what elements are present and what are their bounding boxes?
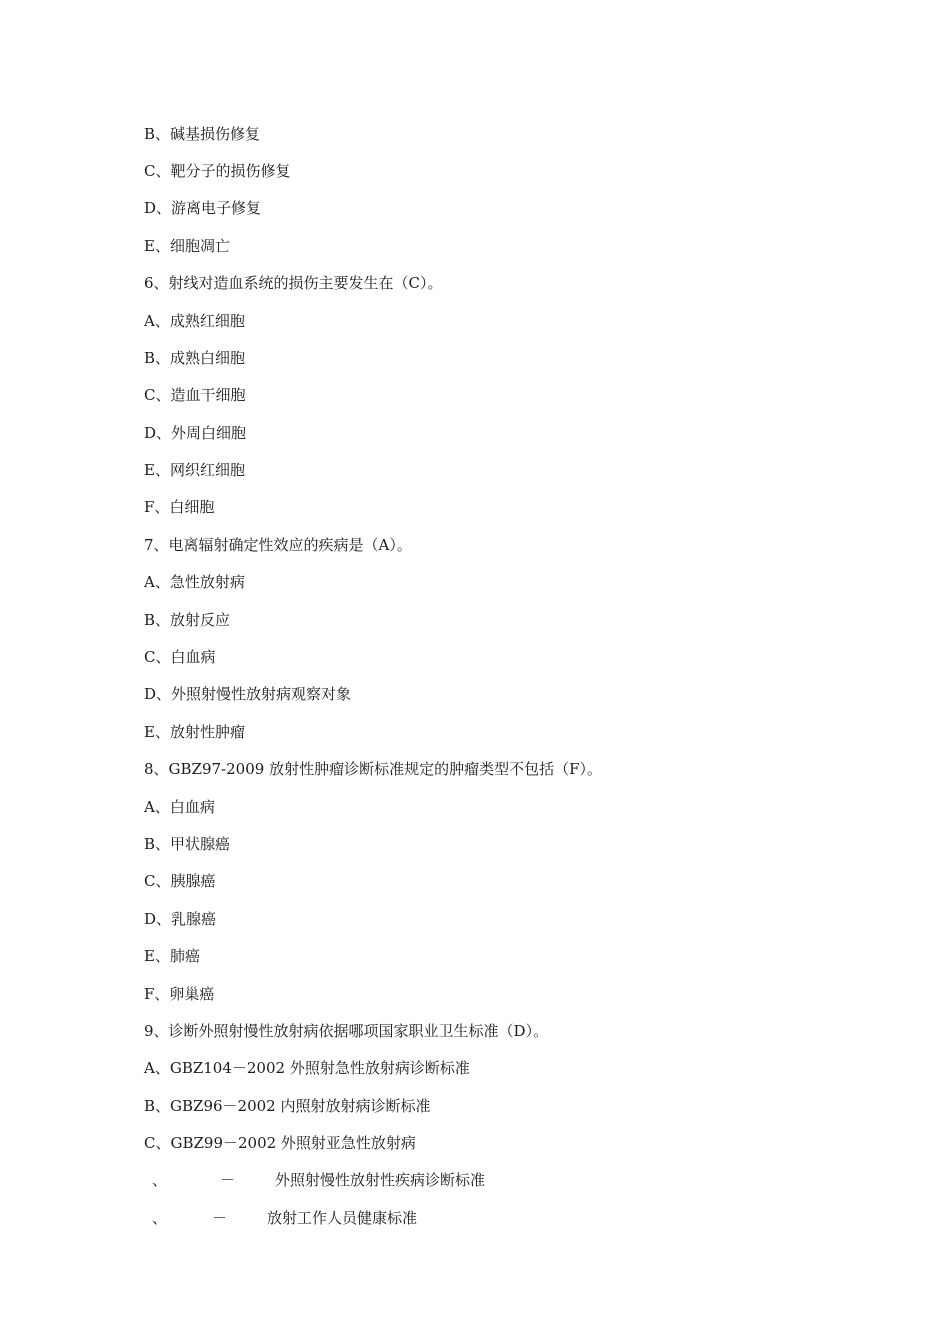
- separator-mark: 、: [152, 1171, 168, 1189]
- q8-option-a: A、白血病: [144, 798, 215, 816]
- q7-option-c: C、白血病: [144, 648, 216, 666]
- q7-option-e: E、放射性肿瘤: [144, 723, 245, 741]
- q8-option-b: B、甲状腺癌: [144, 835, 231, 853]
- option-d-free-electron-repair: D、游离电子修复: [144, 199, 262, 217]
- standard-title: 放射工作人员健康标准: [267, 1209, 418, 1227]
- option-c-target-molecule-repair: C、靶分子的损伤修复: [144, 162, 291, 180]
- q9-option-d-partial: [0, 1170, 950, 1190]
- q8-option-e: E、肺癌: [144, 947, 200, 965]
- question-9: 9、诊断外照射慢性放射病依据哪项国家职业卫生标准（D）。: [144, 1022, 549, 1040]
- option-b-base-damage-repair: B、碱基损伤修复: [144, 125, 261, 143]
- q8-option-f: F、卵巢癌: [144, 985, 215, 1003]
- q6-option-a: A、成熟红细胞: [144, 312, 245, 330]
- dash-mark: －: [220, 1171, 236, 1189]
- q6-option-b: B、成熟白细胞: [144, 349, 246, 367]
- option-e-apoptosis: E、细胞凋亡: [144, 237, 230, 255]
- question-8: 8、GBZ97-2009 放射性肿瘤诊断标准规定的肿瘤类型不包括（F）。: [144, 760, 602, 778]
- q8-option-d: D、乳腺癌: [144, 910, 217, 928]
- q6-option-f: F、白细胞: [144, 498, 215, 516]
- q6-option-d: D、外周白细胞: [144, 424, 247, 442]
- separator-mark: 、: [152, 1209, 168, 1227]
- q7-option-a: A、急性放射病: [144, 573, 245, 591]
- question-7: 7、电离辐射确定性效应的疾病是（A）。: [144, 536, 412, 554]
- q9-option-e-partial: [0, 1208, 950, 1228]
- q6-option-c: C、造血干细胞: [144, 386, 246, 404]
- standard-title: 外照射慢性放射性疾病诊断标准: [275, 1171, 486, 1189]
- question-6: 6、射线对造血系统的损伤主要发生在（C）。: [144, 274, 443, 292]
- q6-option-e: E、网织红细胞: [144, 461, 245, 479]
- q7-option-b: B、放射反应: [144, 611, 231, 629]
- q8-option-c: C、胰腺癌: [144, 872, 216, 890]
- q9-option-a: A、GBZ104－2002 外照射急性放射病诊断标准: [144, 1059, 470, 1077]
- q9-option-c: C、GBZ99－2002 外照射亚急性放射病: [144, 1134, 416, 1152]
- q9-option-b: B、GBZ96－2002 内照射放射病诊断标准: [144, 1097, 431, 1115]
- dash-mark: －: [212, 1209, 228, 1227]
- q7-option-d: D、外照射慢性放射病观察对象: [144, 685, 352, 703]
